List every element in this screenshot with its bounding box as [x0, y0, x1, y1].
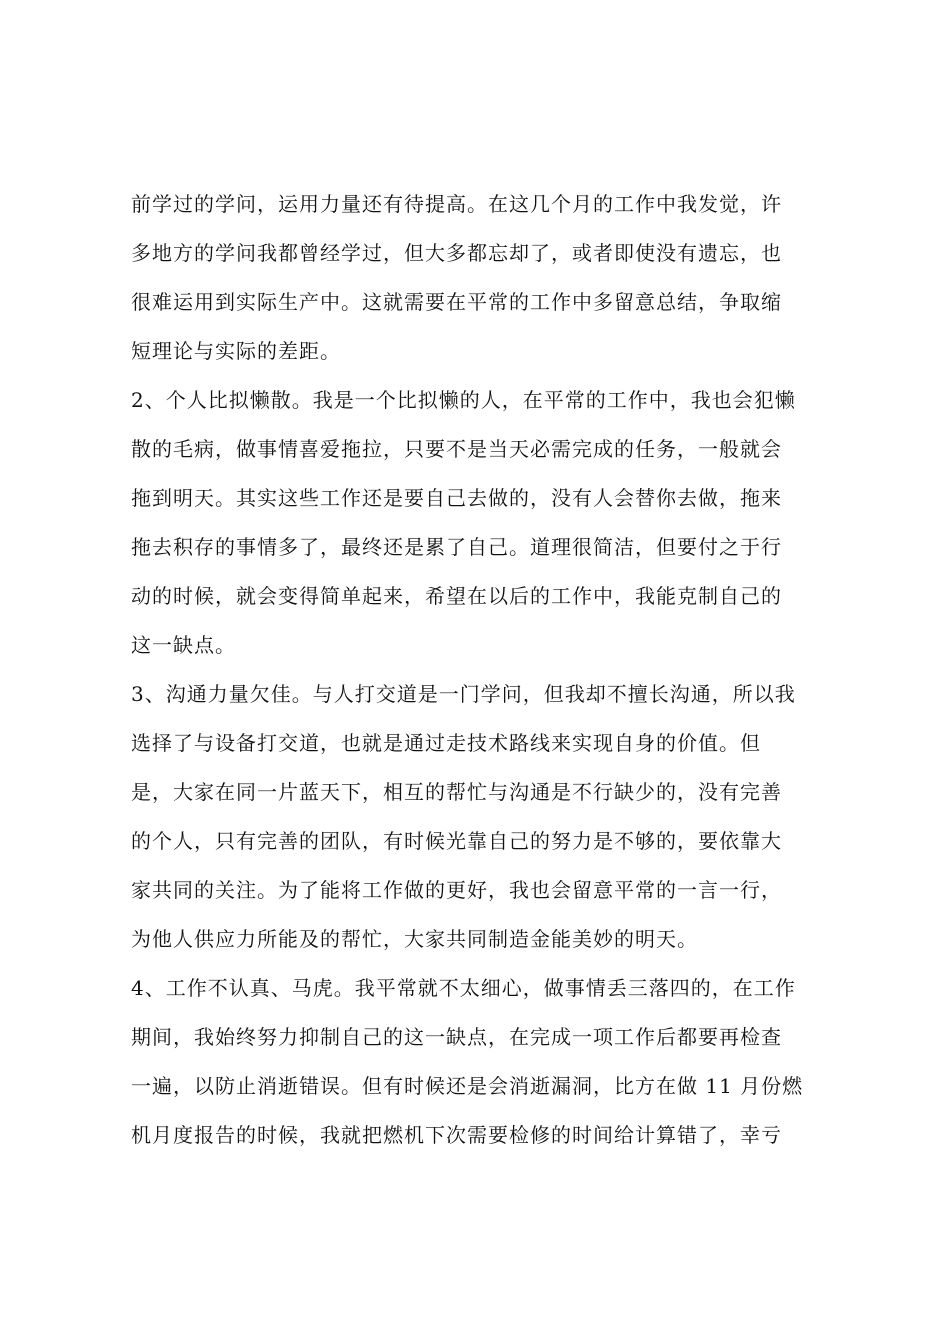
- paragraph-continuation: [131, 180, 831, 376]
- text-line: 前学过的学问，运用力量还有待提高。在这几个月的工作中我发觉，许: [131, 192, 782, 216]
- text-line: 拖到明天。其实这些工作还是要自己去做的，没有人会替你去做，拖来: [131, 486, 782, 510]
- text-line: 拖去积存的事情多了，最终还是累了自己。道理很简洁，但要付之于行: [131, 535, 782, 559]
- paragraph-item-3: [131, 670, 831, 964]
- text-line: 4、工作不认真、马虎。我平常就不太细心，做事情丢三落四的，在工作: [131, 976, 796, 1000]
- text-line: 期间，我始终努力抑制自己的这一缺点，在完成一项工作后都要再检查: [131, 1025, 782, 1049]
- document-body: [131, 180, 831, 1160]
- text-line: 多地方的学问我都曾经学过，但大多都忘却了，或者即使没有遗忘，也: [131, 241, 782, 265]
- text-line: 这一缺点。: [131, 633, 236, 657]
- text-line: 的个人，只有完善的团队，有时候光靠自己的努力是不够的，要依靠大: [131, 829, 782, 853]
- text-line: 动的时候，就会变得简单起来，希望在以后的工作中，我能克制自己的: [131, 584, 782, 608]
- paragraph-item-2: [131, 376, 831, 670]
- text-line: 很难运用到实际生产中。这就需要在平常的工作中多留意总结，争取缩: [131, 290, 782, 314]
- text-line: 3、沟通力量欠佳。与人打交道是一门学问，但我却不擅长沟通，所以我: [131, 682, 796, 706]
- text-line: 2、个人比拟懒散。我是一个比拟懒的人，在平常的工作中，我也会犯懒: [131, 388, 796, 412]
- text-line: 是，大家在同一片蓝天下，相互的帮忙与沟通是不行缺少的，没有完善: [131, 780, 782, 804]
- text-line: 散的毛病，做事情喜爱拖拉，只要不是当天必需完成的任务，一般就会: [131, 437, 782, 461]
- text-line: 机月度报告的时候，我就把燃机下次需要检修的时间给计算错了，幸亏: [131, 1123, 782, 1147]
- text-line: 为他人供应力所能及的帮忙，大家共同制造金能美妙的明天。: [131, 927, 698, 951]
- paragraph-item-4: [131, 964, 831, 1160]
- text-line: 短理论与实际的差距。: [131, 339, 341, 363]
- text-line: 一遍，以防止消逝错误。但有时候还是会消逝漏洞，比方在做 11 月份燃: [131, 1074, 804, 1098]
- text-line: 家共同的关注。为了能将工作做的更好，我也会留意平常的一言一行，: [131, 878, 782, 902]
- text-line: 选择了与设备打交道，也就是通过走技术路线来实现自身的价值。但: [131, 731, 761, 755]
